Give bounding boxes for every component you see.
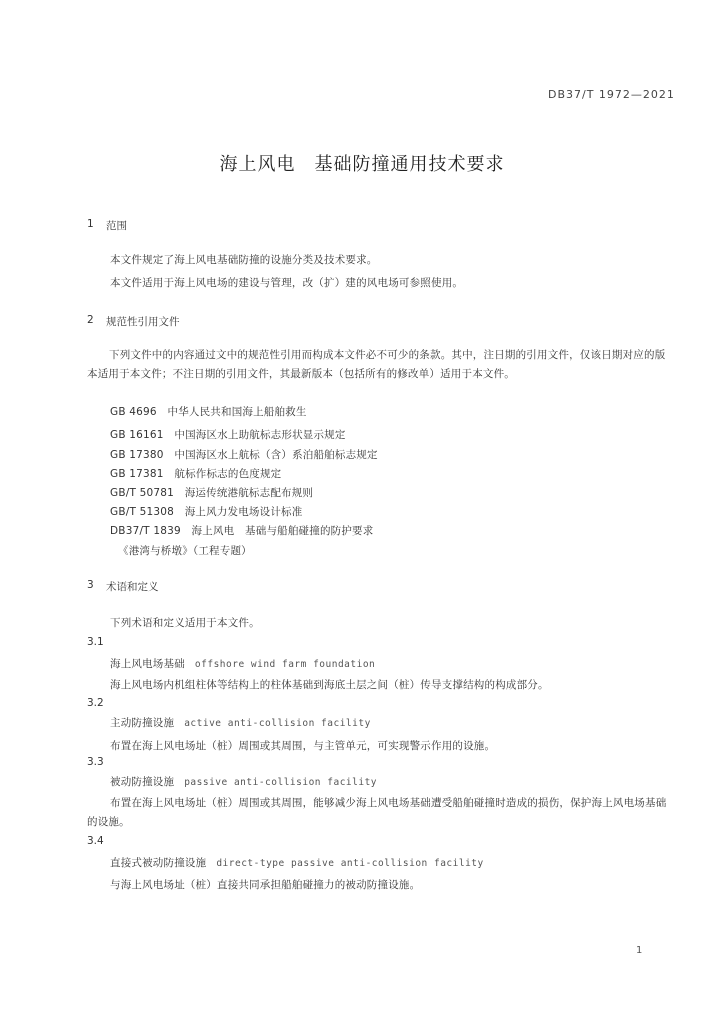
section-1-number: 1 (87, 218, 94, 230)
term-3-3-name: 被动防撞设施 (110, 776, 175, 788)
section-2-number: 2 (87, 314, 94, 326)
section-2-intro: 下列文件中的内容通过文中的规范性引用而构成本文件必不可少的条款。其中，注日期的引用文件，仅该日期对应的版本适用于本文件；不注日期的引用文件，其最新版本（包括所有的修改单）适用于本文件。 (87, 349, 666, 380)
term-3-3-number: 3.3 (87, 756, 104, 768)
ref-4: GB 17381 航标作标志的色度规定 (110, 468, 282, 480)
term-3-2-number: 3.2 (87, 697, 104, 709)
term-3-1-line (110, 656, 375, 671)
term-3-1-definition: 海上风电场内机组柱体等结构上的柱体基础到海底土层之间（桩）传导支撑结构的构成部分。 (110, 679, 549, 691)
section-3-intro: 下列术语和定义适用于本文件。 (110, 617, 260, 629)
term-3-1-number: 3.1 (87, 636, 104, 648)
term-3-2-name: 主动防撞设施 (110, 717, 175, 729)
ref-1: GB 4696 中华人民共和国海上船舶救生 (110, 406, 307, 418)
term-3-1-name: 海上风电场基础 (110, 658, 185, 670)
term-3-2-line (110, 715, 371, 730)
section-3-heading: 术语和定义 (106, 581, 159, 593)
ref-7: DB37/T 1839 海上风电 基础与船舶碰撞的防护要求 (110, 525, 374, 537)
term-3-3-english: passive anti-collision facility (184, 777, 378, 788)
ref-2: GB 16161 中国海区水上助航标志形状显示规定 (110, 429, 346, 441)
page-number: 1 (636, 945, 643, 956)
term-3-4-line (110, 855, 484, 870)
section-1-para-2: 本文件适用于海上风电场的建设与管理，改（扩）建的风电场可参照使用。 (110, 277, 464, 289)
term-3-3-line (110, 774, 377, 789)
ref-5: GB/T 50781 海运传统港航标志配布规则 (110, 487, 314, 499)
ref-3: GB 17380 中国海区水上航标（含）系泊船舶标志规定 (110, 449, 378, 461)
term-3-4-english: direct-type passive anti-collision facility (216, 858, 484, 869)
term-3-2-definition: 布置在海上风电场址（桩）周围或其周围，与主管单元，可实现警示作用的设施。 (110, 740, 496, 752)
ref-8: 《港湾与桥墩》（工程专题） (118, 545, 252, 557)
ref-6: GB/T 51308 海上风力发电场设计标准 (110, 506, 303, 518)
standard-number: DB37/T 1972—2021 (548, 88, 675, 101)
term-3-4-definition: 与海上风电场址（桩）直接共同承担船舶碰撞力的被动防撞设施。 (110, 879, 421, 891)
term-3-2-english: active anti-collision facility (184, 718, 371, 729)
document-title: 海上风电 基础防撞通用技术要求 (219, 154, 505, 175)
section-3-number: 3 (87, 579, 94, 591)
section-2-heading: 规范性引用文件 (106, 316, 180, 328)
section-1-heading: 范围 (106, 220, 127, 232)
section-1-para-1: 本文件规定了海上风电基础防撞的设施分类及技术要求。 (110, 254, 378, 266)
term-3-3-definition: 布置在海上风电场址（桩）周围或其周围，能够减少海上风电场基础遭受船舶碰撞时造成的损伤，保护海上风电场基础的设施。 (87, 797, 667, 828)
term-3-4-number: 3.4 (87, 835, 104, 847)
term-3-1-english: offshore wind farm foundation (194, 659, 376, 670)
term-3-4-name: 直接式被动防撞设施 (110, 857, 207, 869)
